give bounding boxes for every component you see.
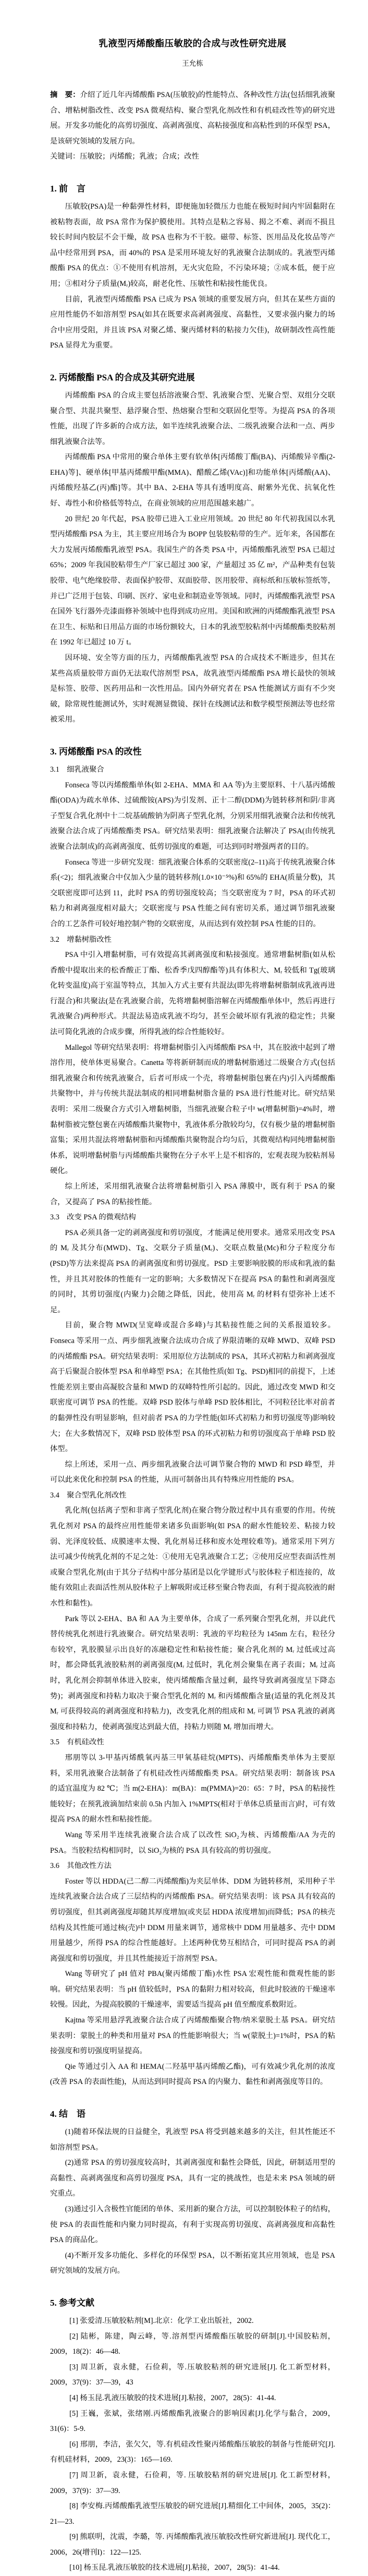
paragraph: Fonseca 等进一步研究发现：细乳液聚合体系的交联密度(2–11)高于传统乳液聚合体系(<2)；细乳液聚合中仅加入少量的链转移剂(1.0×10⁻⁵%)和 65%的 EHA(质量分数)，其交联密度即可达到 11，此时 PSA 的剪切强度较高；当交联密度为 7 时，PSA 的环式初粘力和剥离强度相对最大；交联密度与 PSA 性能之间有密切关系，通过调节细乳液聚合的工艺条件可较好地控制产物的交联密度，从而达到有效控制 PSA 性能的目的。	[50, 858, 335, 928]
paragraph: PSA 中引入增黏树脂，可有效提高其剥离强度和粘接强度。通常增黏树脂(如从松香酸中提取出来的松香酸正丁酯、松香季戊四醇酯等)具有体积大、Mᵣ 较低和 Tg(玻璃化转变温度)高于室温等特点，其加入方式主要有共混法(即先将增黏树脂制成乳液再进行混合)和共聚法(是在乳液聚合前，先将增黏树脂溶解在丙烯酸酯单体中，然后再进行乳液聚合)两种形式。共混法易造成乳液不均匀，甚至会破坏原有乳液的稳定性；共聚法可简化乳液的合成步骤，所得乳液的综合性能较好。	[50, 951, 335, 1037]
paragraph: Wang 等采用半连续乳液聚合法合成了以改性 SiO₂为核、丙烯酸酯/AA 为壳的 PSA。当胶粒结构相同时，以 SiO₂为核的 PSA 具有较高的剪切强度。	[50, 1830, 335, 1855]
subsection-heading-3-2: 3.2 增黏树脂改性	[50, 935, 112, 944]
paragraph: Wang 等研究了 pH 值对 PBA(聚丙烯酸丁酯)水性 PSA 宏观性能和微观性能的影响。研究结果表明：当 pH 值较低时，PSA 的黏附力相对较高，但此时胶液的干燥速率较慢。因此，为提高胶膜的干燥速率，需要适当提高 pH 值至酸度系数附近。	[50, 1970, 335, 2009]
paragraph: Park 等以 2-EHA、BA 和 AA 为主要单体，合成了一系列聚合型乳化剂，并以此代替传统乳化剂进行乳液聚合。研究结果表明：乳液的平均粒径为 145nm 左右，粒径分布较窄，乳胶膜显示出良好的冻融稳定性和粘接性能；聚合乳化剂的 Mᵣ 过低或过高时，都会降低乳液胶粘剂的剥离强度(Mᵣ 过低时，乳化剂会聚集在离子表面；Mᵣ 过高时，乳化剂会抑制单体进入胶束，使丙烯酸酯含量过剩，最终导致剥离强度呈下降态势)；剥离强度和持粘力取决于聚合型乳化剂的 Mᵣ 和丙烯酸酯含量(适量的乳化剂及其 Mᵣ 可获得较高的剥离强度和持粘力)，改变乳化剂的组成和 Mᵣ 可调节 PSA 乳液的剥离强度和持粘力，使剥离强度达到最大值，持粘力则随 Mᵣ 增加而增大。	[50, 1614, 335, 1731]
reference-item: [4] 杨玉昆.乳液压敏胶的技术进展[J].粘接，2007，28(5)：41-44.	[69, 2393, 276, 2402]
paragraph: 丙烯酸酯 PSA 的合成主要包括溶液聚合型、乳液聚合型、光聚合型、双组分交联聚合型、共混共聚型、悬浮聚合型、热熔聚合型和交联固化型等。为提高 PSA 的各项性能，出现了许多新的合成方法，如半连续乳液聚合法、二级乳液聚合法和一点、两步细乳液聚合法等。	[50, 391, 335, 446]
reference-item: [10] 杨玉昆.乳液压敏胶的技术进展[J].粘接，2007，28(5)：41-44.	[69, 2563, 280, 2572]
paragraph: 丙烯酸酯 PSA 中常用的聚合单体主要有软单体[丙烯酸丁酯(BA)、丙烯酸异辛酯(2-EHA)等]、硬单体[甲基丙烯酸甲酯(MMA)、醋酸乙烯(VAc)]和功能单体[丙烯酸(AA)、丙烯酸羟基乙(丙)酯]等。其中 BA、2-EHA 等具有透明度高、耐紫外光优、抗氧化性好、毒性小和价格低等特点，在商业领域的应用范围越来越广。	[50, 453, 335, 508]
paragraph: 因环境、安全等方面的压力，丙烯酸酯乳液型 PSA 的合成技术不断进步，但其在某些高质量胶带方面仍无法取代溶剂型 PSA，故乳液型丙烯酸酯 PSA 增长最快的领域是标签、胶带、医药用品和一次性用品。国内外研究者在 PSA 性能测试方面有不少突破，除常规性能测试外，实时观测显微镜、探针在线测试法和数学模型预测法等也经常被采用。	[50, 654, 335, 724]
paragraph: 邢朋等以 3-甲基丙烯酰氧丙基三甲氧基硅烷(MPTS)、丙烯酸酯类单体为主要原料，采用乳液聚合法制备了有机硅改性丙烯酸酯类 PSA。研究结果表明：制备该 PSA 的适宜温度为 82 ℃；当 m(2-EHA)：m(BA)：m(PMMA)=20：65：7 时，PSA 的粘接性能较好；在预乳液滴加结束前 0.5h 内加入 1%MPTS(相对于单体总质量而言)时，可有效提高 PSA 的耐水性和粘接性能。	[50, 1753, 335, 1824]
section-heading-1: 1. 前 言	[50, 183, 85, 194]
section-synthesis	[50, 370, 335, 728]
section-introduction	[50, 181, 335, 354]
paragraph: Kajtna 等采用悬浮乳液聚合法合成了丙烯酸酯聚合物/纳米蒙脱土基 PSA。研究结果表明：蒙脱土的种类和用量对 PSA 的性能影响很大；当 w(蒙脱土)=1%时，PSA 的粘接强度和剪切强度明显提高。	[50, 2016, 335, 2056]
paragraph: 压敏胶(PSA)是一种黏弹性材料，即便施加轻微压力也能在极短时间内牢固黏附在被粘物表面，故 PSA 常作为保护膜使用。其特点是粘之容易、揭之不难、剥而不损且较长时间内胶层不会干燥，故 PSA 也称为不干胶。磁带、标签、医用品及化妆品等产品中经常用到 PSA，而 40%的 PSA 是采用环境友好的乳液聚合法制成的。乳液型丙烯酸酯 PSA 的优点：①不使用有机溶剂，无火灾危险，不污染环境；②成本低，便于应用；③相对分子质量(Mᵣ)较高，耐老化性、压敏性和粘接性能优良。	[50, 202, 335, 288]
author-name: 王允栋	[182, 59, 203, 67]
reference-item: [7] 周卫新，袁永健，石俭莉，等. 压敏胶粘剂的研究进展[J]. 化工新型材料，2009，37(9)：37—39.	[50, 2471, 335, 2495]
paragraph: 乳化剂(包括离子型和非离子型乳化剂)在聚合物分散过程中具有重要的作用。传统乳化剂对 PSA 的最终应用性能带来诸多负面影响(如 PSA 的耐水性能较差、粘接力较弱、光泽度较低、成膜速率太慢、乳化剂易迁移和废水处理较难等)。通常采用下列方法可减少传统乳化剂的不足之处：①使用无皂乳液聚合工艺；②使用反应型表面活性剂或聚合型乳化剂(由于其分子结构中部分基团是以化学键形式与胶体粒子相连接的，故能有效阻止表面活性剂从胶体粒子上解吸附或迁移至聚合物表面，有利于提高胶液的耐水性和黏性)。	[50, 1506, 335, 1608]
reference-item: [1] 张爱清.压敏胶粘剂[M].北京：化学工业出版社，2002.	[69, 2316, 254, 2325]
paragraph: PSA 必须具备一定的剥离强度和剪切强度，才能满足使用要求。通常采用改变 PSA 的 Mᵣ 及其分布(MWD)、Tg、交联分子质量(Mₑ)、交联点数量(Mc)和分子粒度分布(PSD)等方法来提高 PSA 的剥离强度和剪切强度。PSD 主要影响胶膜的形成和乳液的黏性，并且其对胶体的性能有一定的影响；大多数情况下在提高 PSA 的黏性和剥离强度的同时，其剪切强度(内聚力)会随之降低，因此，使用高 Mᵣ 的材料有望弥补上述不足。	[50, 1228, 335, 1314]
paragraph: (1)随着环保法规的日益健全，乳液型 PSA 将受到越来越多的关注，但其性能还不如溶剂型 PSA。	[50, 2128, 335, 2152]
paragraph: Qie 等通过引入 AA 和 HEMA(二羟基甲基丙烯酸乙酯)，可有效减少乳化剂的浓度(改善 PSA 的表面性能)，从而达到同时提高 PSA 的内聚力、黏性和剥离强度等目的。	[50, 2062, 335, 2087]
abstract-paragraph	[50, 88, 335, 149]
abstract-label: 摘 要：	[50, 91, 80, 99]
paragraph: Foster 等以 HDDA(己二醇二丙烯酸酯)为夹层单体、DDM 为链转移剂，采用种子半连续乳液聚合法合成了三层结构的丙烯酸酯 PSA。研究结果表明：该 PSA 具有较高的剪切强度，但其剥离强度却随其厚度增加(或夹层 HDDA 浓度增加)而降低；PSA 的核壳结构及其性能可通过核(壳)中 DDM 用量来调节，通常核中 DDM 用量越多、壳中 DDM 用量越少，所得 PSA 的综合性能越好。上述两种优势互相结合，可同时提高 PSA 的剥离强度和剪切强度，并且其性能接近于溶剂型 PSA。	[50, 1877, 335, 1963]
paragraph: Fonseca 等以丙烯酸酯单体(如 2-EHA、MMA 和 AA 等)为主要原料、十八基丙烯酸酯(ODA)为疏水单体、过硫酸铵(APS)为引发剂、正十二醇(DDM)为链转移剂和阴/非离子型复合乳化剂中十二烷基硫酸钠为阴离子型乳化剂，分别采用细乳液聚合法和传统乳液聚合法合成了丙烯酸酯类 PSA。研究结果表明：细乳液聚合法解决了 PSA(由传统乳液聚合法制成)的高剥离强度、低剪切强度的难题，可达到同时增强两者的目的。	[50, 781, 335, 851]
reference-item: [3] 周卫新，袁永健，石俭莉，等.压敏胶粘剂的研究进展[J]. 化工新型材料，2009，37(9)：37—39，43	[50, 2363, 335, 2387]
page-title: 乳液型丙烯酸酯压敏胶的合成与改性研究进展	[99, 38, 287, 49]
abstract-text: 介绍了近几年丙烯酸酯 PSA(压敏胶)的性能特点、各种改性方法(包括细乳液聚合、增粘树脂改性、改变 PSA 微观结构、聚合型乳化剂改性和有机硅改性等)的研究进展。开发多功能化的高剪切强度、高剥离强度、高粘接强度和高粘性到的环保型 PSA，是该研究领域的发展方向。	[50, 91, 335, 146]
reference-item: [9] 熊联明，沈震，李璐，等. 丙烯酸酯乳液压敏胶改性研究新进展[J]. 现代化工，2006，26(增刊I)：122—125.	[50, 2533, 335, 2557]
paragraph: (3)通过引入含极性官能团的单体、采用新的聚合方法，可以控制胶体粒子的结构，使 PSA 的表面性能和内聚力同时提高，有利于实现高剪切强度、高剥离强度和高黏性 PSA 的商品化。	[50, 2205, 335, 2245]
paragraph: 综上所述，采用一点、两步细乳液聚合法可调节聚合物的 MWD 和 PSD 峰型，并可以此来优化和控制 PSA 的性能，从而可制备出具有特殊应用性能的 PSA。	[50, 1460, 335, 1484]
reference-item: [8] 李安梅.丙烯酸酯乳液型压敏胶的研究进展[J].精细化工中间体，2005，35(2)：21—23.	[50, 2502, 335, 2526]
paragraph: 目前，聚合物 MWD(呈宽峰或混合多峰)与其粘接性能之间的关系报道较多。Fonseca 等采用一点、两步细乳液聚合法成功合成了界限清晰的双峰 MWD、双峰 PSD 的丙烯酸酯 PSA。研究结果表明：采用原位方法制成的 PSA，其环式初粘力和剥离强度高于后聚混合胶体型 PSA 和单峰型 PSA；在其他性质(如 Tg、PSD)相同的前提下，上述性能差别主要由高凝胶含量和 MWD 的双峰特性所引起的。因此，通过改变 MWD 和交联密度可调节 PSA 的性能。双峰 PSD 胶体与单峰 PSD 胶体相比，不同粒径比率对前者的黏弹性没有明显影响，但对前者 PSA 的力学性能(如环式初粘力和剪切强度等)影响较大；在大多数情况下，双峰 PSD 胶体型 PSA 的环式初粘力和剪切强度高于单峰 PSD 胶体型。	[50, 1321, 335, 1454]
section-heading-3: 3. 丙烯酸酯 PSA 的改性	[50, 746, 142, 757]
section-conclusion	[50, 2106, 335, 2279]
reference-item: [5] 王巍，张斌，张绪刚.丙烯酸酯乳液聚合的影响因素[J].化学与黏合，2009，31(6)：5-9.	[50, 2409, 335, 2434]
paragraph: Mallegol 等研究结果表明：将增黏树脂引入丙烯酸酯 PSA 中，其在胶液中起到了增溶作用，使单体更易聚合。Canetta 等将新研制而成的增黏树脂通过二级聚合方式(包括细乳液聚合和传统乳液聚合，后者可形成一个壳，将增黏树脂包裹在内)引入丙烯酸酯共聚物中，并与传统共混法制成的相同增黏树脂含量的 PSA 进行性能对比。研究结果表明：采用二级聚合方式引入增黏树脂，当细乳液聚合粒子中 w(增黏树脂)=4%时，增黏树脂被完整包裹在丙烯酸酯共聚物中，乳液体系分散较均匀，仅有极少量的增黏树脂富集；采用共混法将增黏树脂和丙烯酸酯共聚物混合均匀后，其微观结构同纯增黏树脂体系，说明增黏树脂与丙烯酸酯共聚物在分子水平上是不相容的，宏观表现为胶粘剂易硬化。	[50, 1043, 335, 1176]
reference-item: [2] 陆彬，陈建，陶云峰，等.溶剂型丙烯酸酯压敏胶的研制[J].中国胶粘剂，2009，18(2)：46—48.	[50, 2332, 335, 2356]
paragraph: (2)通常 PSA 的剪切强度较高时，其剥离强度和黏性会降低，因此，研制适用型的高黏性、高剥离强度和高剪切强度 PSA，具有一定的挑战性，也是未来 PSA 领域的研究重点。	[50, 2159, 335, 2198]
subsection-heading-3-6: 3.6 其他改性方法	[50, 1862, 112, 1871]
paragraph: 综上所述，采用细乳液聚合法将增黏树脂引入 PSA 薄膜中，既有利于 PSA 的聚合，又提高了 PSA 的粘接性能。	[50, 1182, 335, 1206]
subsection-heading-3-1: 3.1 细乳液聚合	[50, 765, 104, 774]
section-heading-2: 2. 丙烯酸酯 PSA 的合成及其研究进展	[50, 372, 195, 382]
reference-item: [6] 邢朋，李洁，张欠欠，等.有机硅改性聚丙烯酸酯压敏胶的制备与性能研究[J]. 有机硅材料，2009，23(3)：165—169.	[50, 2440, 335, 2464]
keywords-text: 压敏胶；丙烯酸；乳液；合成；改性	[80, 152, 199, 161]
subsection-heading-3-3: 3.3 改变 PSA 的微观结构	[50, 1213, 136, 1222]
paragraph: 目前，乳液型丙烯酸酯 PSA 已成为 PSA 领域的重要发展方向，但其在某些方面的应用性能仍不如溶剂型 PSA(如其在既要求高剥离强度、高黏性，又要求强内聚力的场合中应用受阻，并且该 PSA 对聚乙烯、聚丙烯材料的粘接力欠佳)，故研制改性高性能 PSA 显得尤为重要。	[50, 295, 335, 350]
paragraph: 20 世纪 20 年代起，PSA 胶带已进入工业应用领域。20 世纪 80 年代初我国以水乳型丙烯酸酯 PSA 为主，其主要应用场合为 BOPP 包装胶粘带的生产。近年来，各国都在大力发展丙烯酸酯乳液型 PSA。我国生产的各类 PSA 中，丙烯酸酯乳液型 PSA 已超过 65%；2009 年我国胶粘带生产厂家已超过 300 家，产量超过 35 亿 m²，产品种类有包装胶带、电气绝缘胶带、表面保护胶带、双面胶带、医用胶带、商标纸和压敏标签纸等，并已广泛用于包装、印刷、医疗、家电业和制造业等领域。同时，丙烯酸酯乳液型 PSA 在国外飞行器外壳漆面修补领域中也得到成功应用。美国和欧洲的丙烯酸酯乳液型 PSA 在卫生、标贴和日用品方面的市场份额较大，日本的乳液型胶粘剂中丙烯酸酯类胶粘剂在 1992 年已超过 10 万 t。	[50, 514, 335, 647]
paragraph: (4)不断开发多功能化、多样化的环保型 PSA，以不断拓宽其应用领域，也是 PSA 研究领域的发展方向。	[50, 2251, 335, 2275]
section-modification	[50, 744, 335, 2090]
section-references	[50, 2295, 335, 2576]
subsection-heading-3-5: 3.5 有机硅改性	[50, 1738, 104, 1747]
keywords-line	[50, 149, 335, 165]
subsection-heading-3-4: 3.4 聚合型乳化剂改性	[50, 1491, 127, 1500]
section-heading-4: 4. 结 语	[50, 2109, 85, 2119]
section-heading-5: 5. 参考文献	[50, 2297, 94, 2308]
keywords-label: 关键词：	[50, 152, 80, 161]
